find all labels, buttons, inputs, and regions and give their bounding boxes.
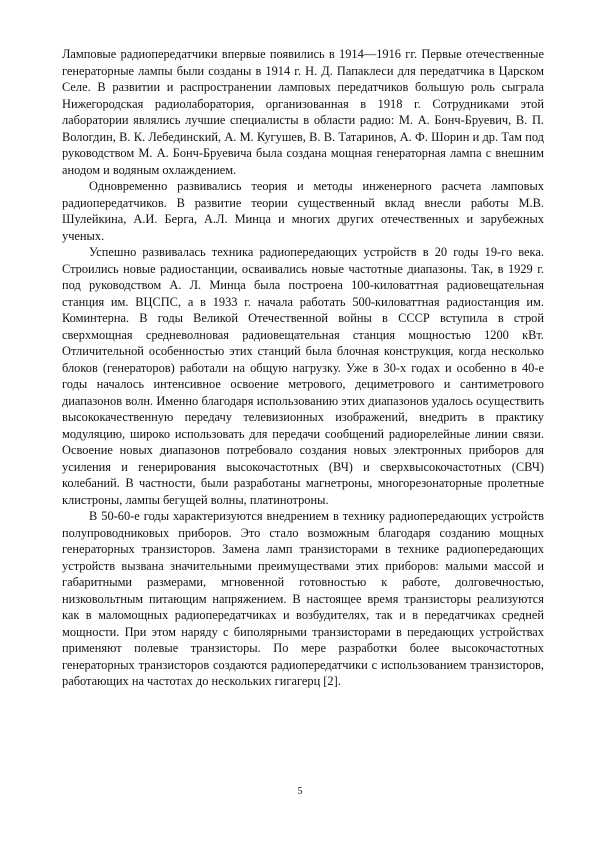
paragraph-2: Одновременно развивались теория и методы инженерного расчета ламповых радиопередатчиков. В развитие теории существенный вклад внесли работы М.В. Шулейкина, А.И. Берга, А.Л. Минца и многих других отечественных и зарубежных ученых. (62, 179, 544, 243)
page-body (62, 46, 544, 690)
paragraph-4: В 50-60-е годы характеризуются внедрением в технику радиопередающих устройств полупроводниковых приборов. Это стало возможным благодаря созданию мощных генераторных транзисторов. Замена ламп транзисторами в технике радиопередающих устройств вызвана значительными преимуществами этих приборов: малыми массой и габаритными размерами, мгновенной готовностью к работе, долговечностью, низковольтным питающим напряжением. В настоящее время транзисторы реализуются как в маломощных радиопередатчиках и возбудителях, так и в передатчиках средней мощности. При этом наряду с биполярными транзисторами в передающих устройствах применяют полевые транзисторы. По мере разработки более высокочастотных генераторных транзисторов создаются радиопередатчики с использованием транзисторов, работающих на частотах до нескольких гигагерц [2]. (62, 509, 544, 688)
page-number: 5 (297, 786, 303, 797)
paragraph-3: Успешно развивалась техника радиопередающих устройств в 20 годы 19-го века. Строились новые радиостанции, осваивались новые частотные диапазоны. Так, в 1929 г. под руководством А. Л. Минца была построена 100-киловаттная радиовещательная станция им. ВЦСПС, а в 1933 г. начала работать 500-киловаттная радиостанция им. Коминтерна. В годы Великой Отечественной войны в СССР вступила в строй сверхмощная средневолновая радиовещательная станция мощностью 1200 кВт. Отличительной особенностью этих станций была блочная конструкция, когда несколько блоков (генераторов) работали на общую нагрузку. Уже в 30-х годах и особенно в 40-е годы началось интенсивное освоение метрового, дециметрового и сантиметрового диапазонов волн. Именно благодаря использованию этих диапазонов удалось осуществить высококачественную передачу телевизионных изображений, внедрить в практику модуляцию, широко использовать для передачи сообщений радиорелейные линии связи. Освоение новых диапазонов потребовало создания новых электронных приборов для усиления и генерирования высокочастотных (ВЧ) и сверхвысокочастотных (СВЧ) колебаний. В частности, были разработаны магнетроны, многорезонаторные пролетные клистроны, лампы бегущей волны, платинотроны. (62, 245, 544, 507)
paragraph-1: Ламповые радиопередатчики впервые появились в 1914—1916 гг. Первые отечественные генераторные лампы были созданы в 1914 г. Н. Д. Папаклеси для передатчика в Царском Селе. В развитии и распространении ламповых передатчиков большую роль сыграла Нижегородская радиолаборатория, организованная в 1918 г. Сотрудниками этой лаборатории являлись лучшие специалисты в области радио: М. А. Бонч-Бруевич, В. П. Вологдин, В. К. Лебединский, А. М. Кугушев, В. В. Татаринов, А. Ф. Шорин и др. Там под руководством М. А. Бонч-Бруевича была создана мощная генераторная лампа с внешним анодом и водяным охлаждением. (62, 47, 544, 177)
